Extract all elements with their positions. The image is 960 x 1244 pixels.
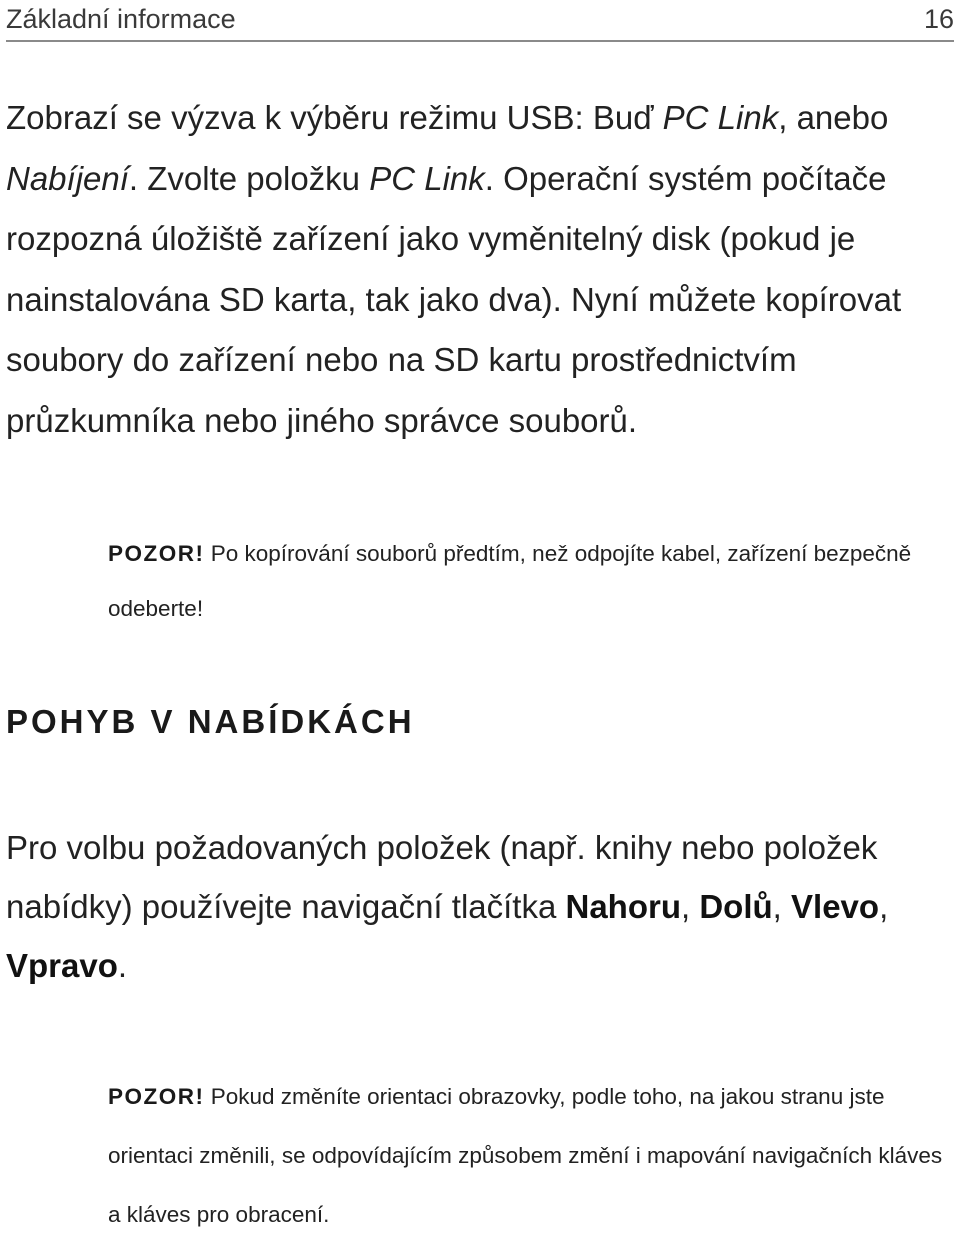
button-name-left: Vlevo [791,888,880,925]
nabijeni-term: Nabíjení [6,159,129,197]
section-title: Základní informace [6,4,236,34]
separator: , [879,888,889,925]
warning-text: Pokud změníte orientaci obrazovky, podle toho, na jakou stranu jste orientaci změnili, se odpovídajícím způsobem změní i mapování navigačních kláves a kláves pro obracení. [108,1084,943,1227]
navigation-paragraph [6,818,956,995]
pc-link-term: PC Link [662,99,779,136]
warning-note-1 [108,526,956,636]
separator: , [681,888,700,925]
button-name-down: Dolů [699,888,773,925]
intro-text-2: , anebo [778,99,889,136]
pc-link-term-2: PC Link [369,159,485,197]
section-heading: POHYB V NABÍDKÁCH [6,703,415,740]
intro-text-3: . Zvolte položku [128,159,370,197]
warning-label: POZOR! [108,541,205,566]
intro-text-4: . Operační systém počítače rozpozná úložiště zařízení jako vyměnitelný disk (pokud je nainstalována SD karta, tak jako dva). Nyní můžete kopírovat soubory do zařízení nebo na SD kartu prostřednictvím průzkumníka nebo jiného správce souborů. [6,159,902,439]
intro-text-1: Zobrazí se výzva k výběru režimu USB: Buď [6,99,663,136]
page-number: 16 [923,4,954,34]
warning-note-2 [108,1067,956,1244]
button-name-right: Vpravo [6,947,118,984]
navigation-text: Pro volbu požadovaných položek (např. knihy nebo položek nabídky) používejte navigační tlačítka [6,829,878,925]
button-name-up: Nahoru [565,888,681,925]
warning-text: Po kopírování souborů předtím, než odpojíte kabel, zařízení bezpečně odeberte! [108,541,912,621]
separator: , [772,888,792,925]
page-header [6,0,954,42]
sentence-end: . [117,947,128,984]
intro-paragraph [6,88,956,451]
warning-label: POZOR! [108,1084,205,1109]
